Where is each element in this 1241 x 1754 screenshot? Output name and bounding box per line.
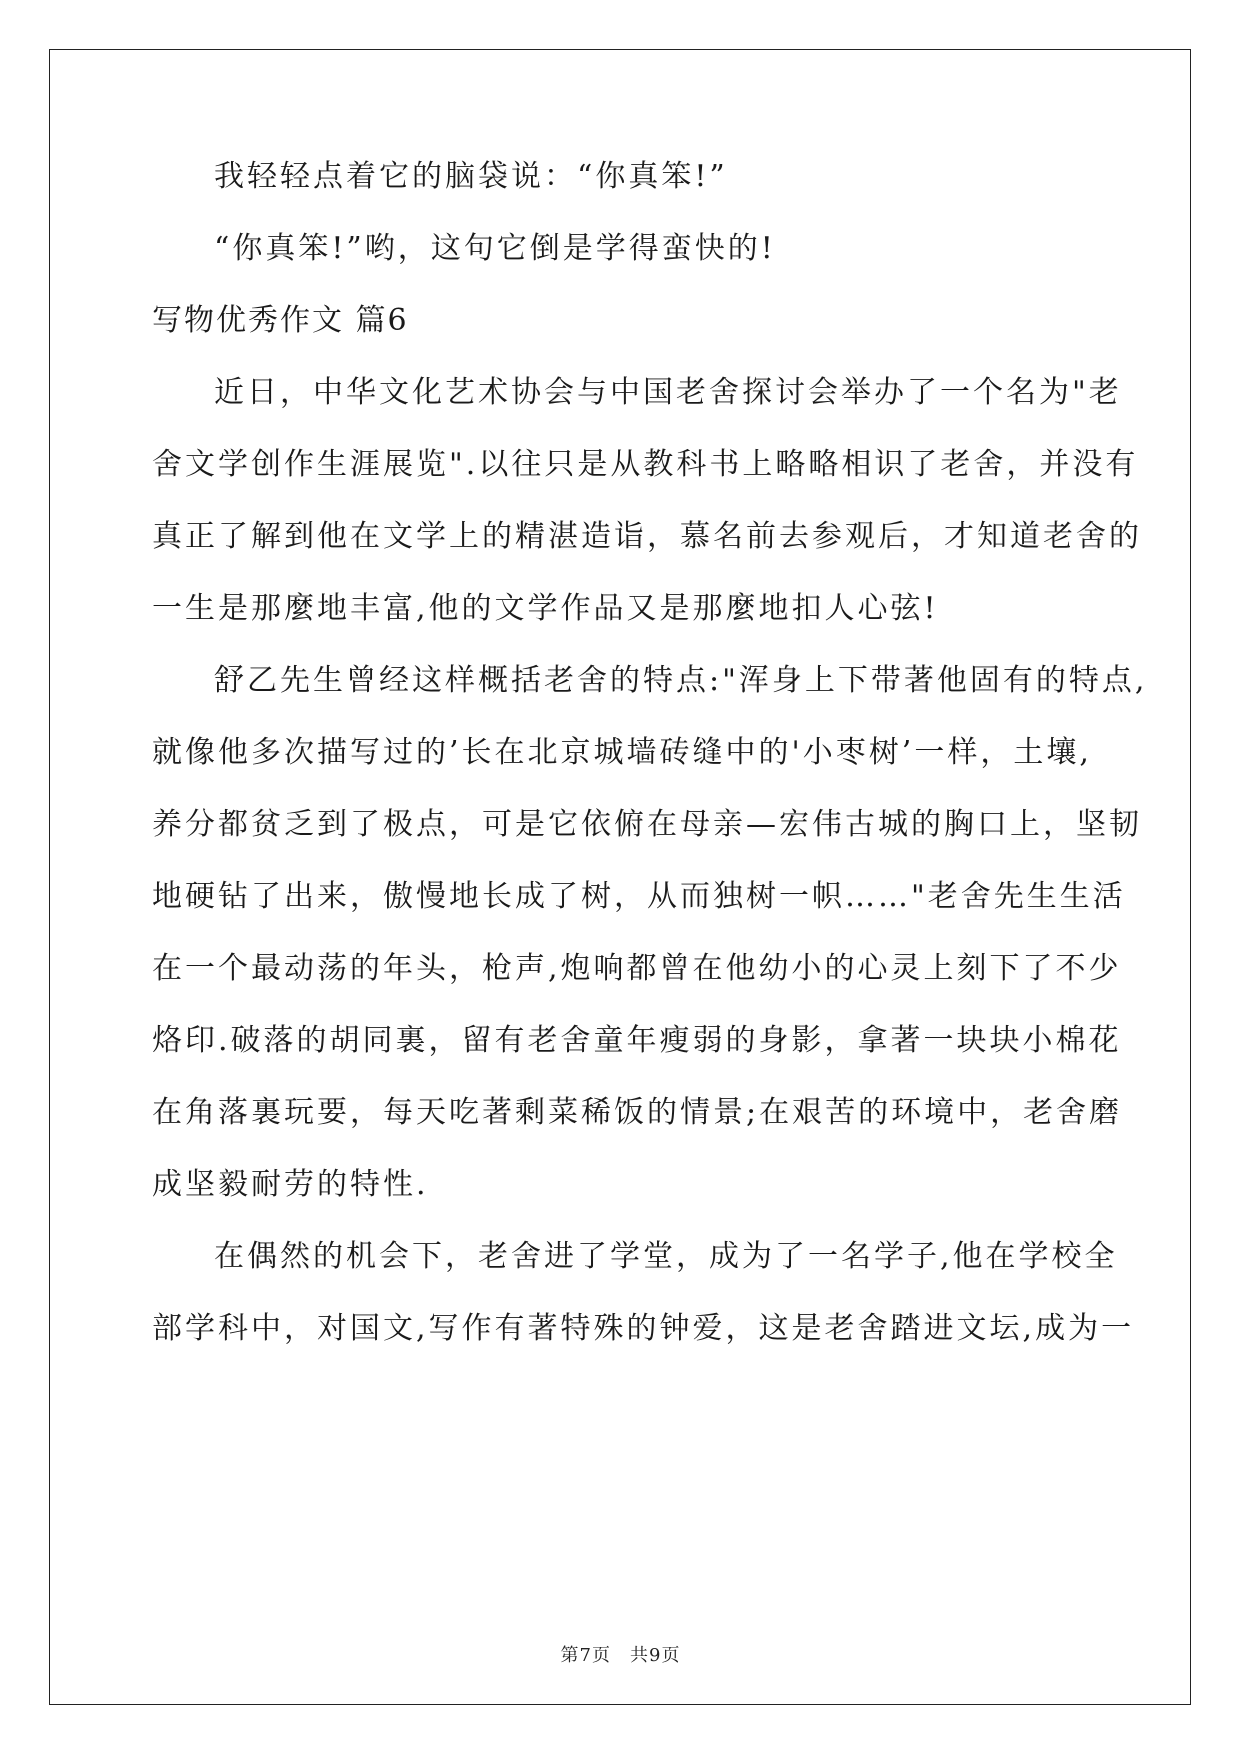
paragraph-line: 舒乙先生曾经这样概括老舍的特点:"浑身上下带著他固有的特点, bbox=[214, 663, 1148, 698]
paragraph-line: 真正了解到他在文学上的精湛造诣，慕名前去参观后，才知道老舍的 bbox=[152, 519, 1142, 554]
paragraph-line: 在一个最动荡的年头，枪声,炮响都曾在他幼小的心灵上刻下了不少 bbox=[152, 951, 1122, 986]
section-heading: 写物优秀作文 篇6 bbox=[152, 303, 409, 338]
paragraph-line: “你真笨!”哟，这句它倒是学得蛮快的! bbox=[214, 231, 776, 266]
paragraph-line: 一生是那麼地丰富,他的文学作品又是那麼地扣人心弦! bbox=[152, 591, 939, 626]
paragraph-line: 地硬钻了出来，傲慢地长成了树，从而独树一帜……"老舍先生生活 bbox=[152, 879, 1126, 914]
paragraph-line: 成坚毅耐劳的特性. bbox=[152, 1167, 429, 1202]
paragraph-line: 就像他多次描写过的’长在北京城墙砖缝中的'小枣树’一样，土壤, bbox=[152, 735, 1092, 770]
paragraph-line: 舍文学创作生涯展览".以往只是从教科书上略略相识了老舍，并没有 bbox=[152, 447, 1139, 482]
paragraph-line: 养分都贫乏到了极点，可是它依俯在母亲—宏伟古城的胸口上，坚韧 bbox=[152, 807, 1142, 842]
paragraph-line: 在偶然的机会下，老舍进了学堂，成为了一名学子,他在学校全 bbox=[214, 1239, 1118, 1274]
paragraph-line: 我轻轻点着它的脑袋说：“你真笨!” bbox=[214, 159, 728, 194]
page-number-footer: 第7页 共9页 bbox=[560, 1645, 681, 1666]
paragraph-line: 在角落裏玩要，每天吃著剩菜稀饭的情景;在艰苦的环境中，老舍磨 bbox=[152, 1095, 1123, 1130]
paragraph-line: 烙印.破落的胡同裏，留有老舍童年瘦弱的身影，拿著一块块小棉花 bbox=[152, 1023, 1122, 1058]
paragraph-line: 近日，中华文化艺术协会与中国老舍探讨会举办了一个名为"老 bbox=[214, 375, 1122, 410]
paragraph-line: 部学科中，对国文,写作有著特殊的钟爱，这是老舍踏进文坛,成为一 bbox=[152, 1311, 1135, 1346]
